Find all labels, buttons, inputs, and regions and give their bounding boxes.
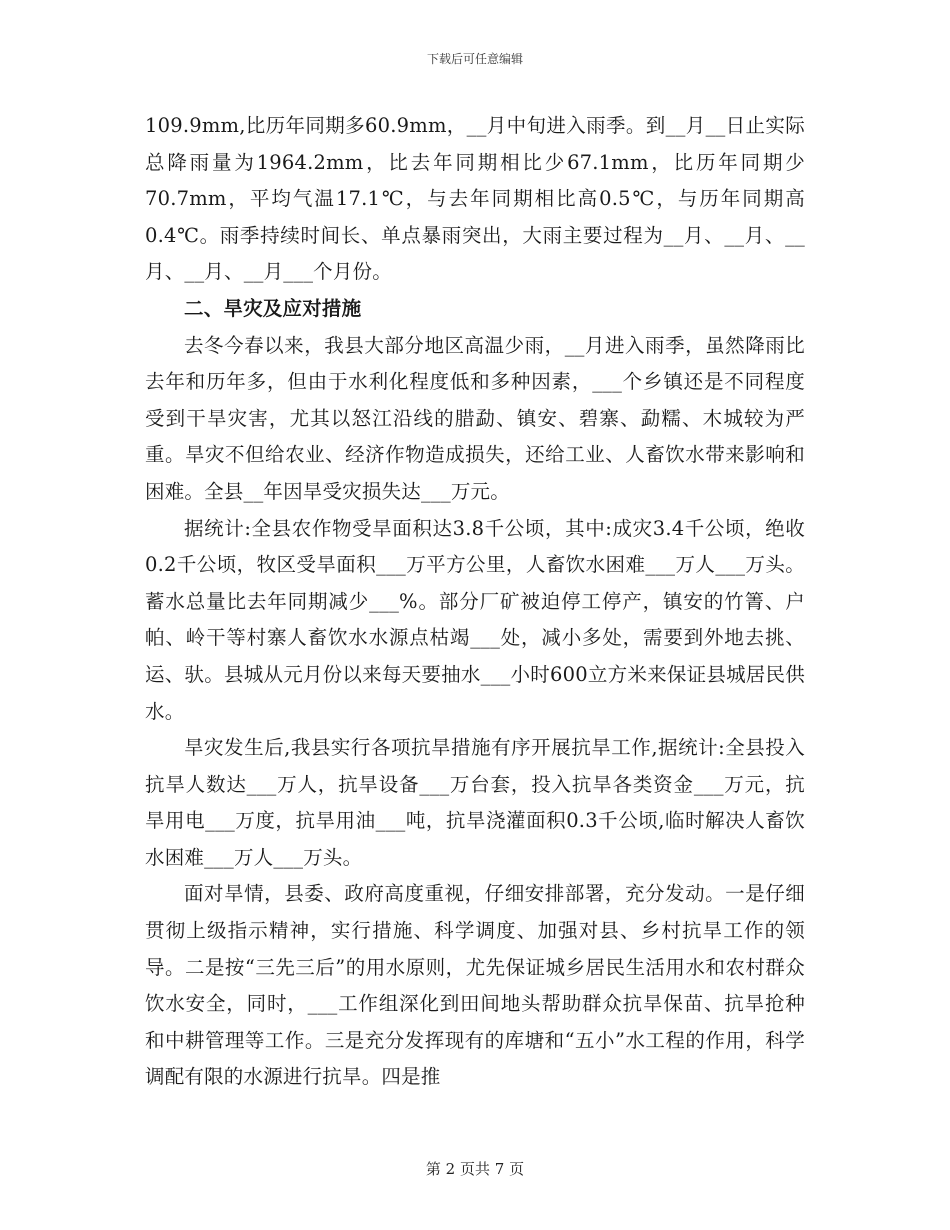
paragraph-measures: 面对旱情，县委、政府高度重视，仔细安排部署，充分发动。一是仔细贯彻上级指示精神，实行措施、科学调度、加强对县、乡村抗旱工作的领导。二是按“三先三后”的用水原则，尤先保证城乡居民生活用水和农村群众饮水安全，同时，___工作组深化到田间地头帮助群众抗旱保苗、抗旱抢种和中耕管理等工作。三是充分发挥现有的库塘和“五小”水工程的作用，科学调配有限的水源进行抗旱。四是推 [145,882,805,1089]
page-footer: 第 2 页共 7 页 [425,1160,525,1178]
paragraph-drought-overview: 去冬今春以来，我县大部分地区高温少雨，__月进入雨季，虽然降雨比去年和历年多，但由于水利化程度低和多种因素，___个乡镇还是不同程度受到干旱灾害，尤其以怒江沿线的腊勐、镇安、碧寨、勐糯、木城较为严重。旱灾不但给农业、经济作物造成损失，还给工业、人畜饮水带来影响和困难。全县__年因旱受灾损失达___万元。 [145,333,805,503]
section-heading-drought: 二、旱灾及应对措施 [184,296,362,320]
page-header: 下载后可任意编辑 [426,52,523,66]
paragraph-response: 旱灾发生后,我县实行各项抗旱措施有序开展抗旱工作,据统计:全县投入抗旱人数达___万人，抗旱设备___万台套，投入抗旱各类资金___万元，抗旱用电___万度，抗旱用油___吨，抗旱浇灌面积0.3千公顷,临时解决人畜饮水困难___万人___万头。 [145,736,805,869]
paragraph-rainfall: 109.9mm,比历年同期多60.9mm，__月中旬进入雨季。到__月__日止实际总降雨量为1964.2mm，比去年同期相比少67.1mm，比历年同期少70.7mm，平均气温17.1℃，与去年同期相比高0.5℃，与历年同期高0.4℃。雨季持续时间长、单点暴雨突出，大雨主要过程为__月、__月、__月、__月、__月___个月份。 [145,114,805,284]
document-body [145,108,805,1096]
paragraph-statistics: 据统计:全县农作物受旱面积达3.8千公顷，其中:成灾3.4千公顷，绝收0.2千公顷，牧区受旱面积___万平方公里，人畜饮水困难___万人___万头。蓄水总量比去年同期减少___%。部分厂矿被迫停工停产，镇安的竹箐、户帕、岭干等村寨人畜饮水水源点枯竭___处，减小多处，需要到外地去挑、运、驮。县城从元月份以来每天要抽水___小时600立方米来保证县城居民供水。 [145,516,805,723]
